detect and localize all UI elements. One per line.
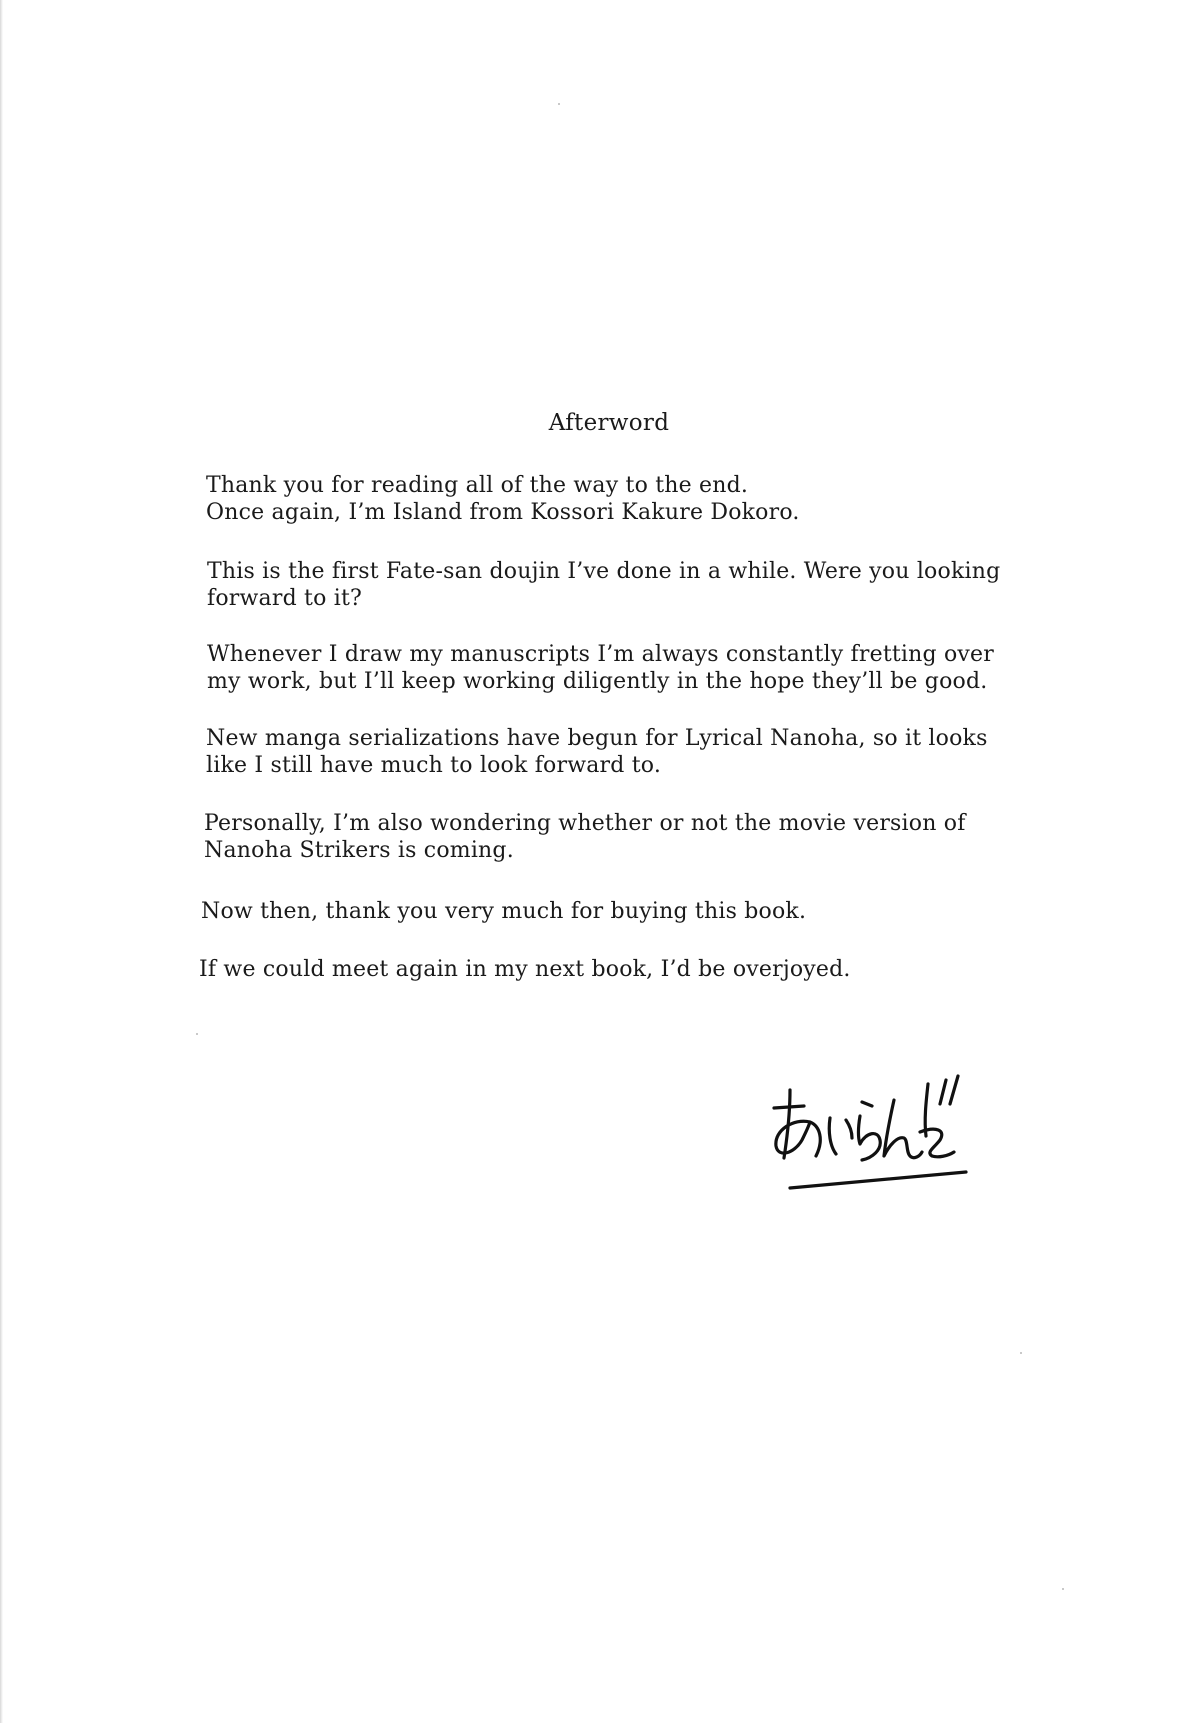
paragraph-line: Nanoha Strikers is coming. [204,838,514,863]
paragraph-line: Personally, I’m also wondering whether or not the movie version of [204,811,966,836]
page-edge-shadow [0,0,3,1723]
paragraph-2 [207,558,1000,612]
paragraph-3 [207,641,994,695]
paragraph-line: Whenever I draw my manuscripts I’m always constantly fretting over [207,642,994,667]
paragraph-1 [206,472,800,526]
paragraph-6 [201,898,806,925]
paragraph-line: Thank you for reading all of the way to the end. [206,473,749,498]
paragraph-line: This is the first Fate-san doujin I’ve done in a while. Were you looking [207,559,1001,584]
dust-speck [1062,1588,1064,1590]
paragraph-line: like I still have much to look forward to. [206,753,662,778]
paragraph-line: New manga serializations have begun for Lyrical Nanoha, so it looks [206,726,988,751]
paragraph-4 [206,725,988,779]
paragraph-line: If we could meet again in my next book, I’d be overjoyed. [199,957,851,982]
dust-speck [196,1033,198,1035]
paragraph-line: Now then, thank you very much for buying this book. [201,899,807,924]
handwritten-signature [760,1060,980,1210]
paragraph-line: my work, but I’ll keep working diligently in the hope they’ll be good. [207,669,988,694]
paragraph-line: forward to it? [207,586,362,611]
paragraph-5 [204,810,966,864]
paragraph-7 [199,956,851,983]
dust-speck [558,103,560,105]
paragraph-line: Once again, I’m Island from Kossori Kakure Dokoro. [206,500,800,525]
page-title: Afterword [548,410,670,436]
dust-speck [1020,1352,1022,1354]
